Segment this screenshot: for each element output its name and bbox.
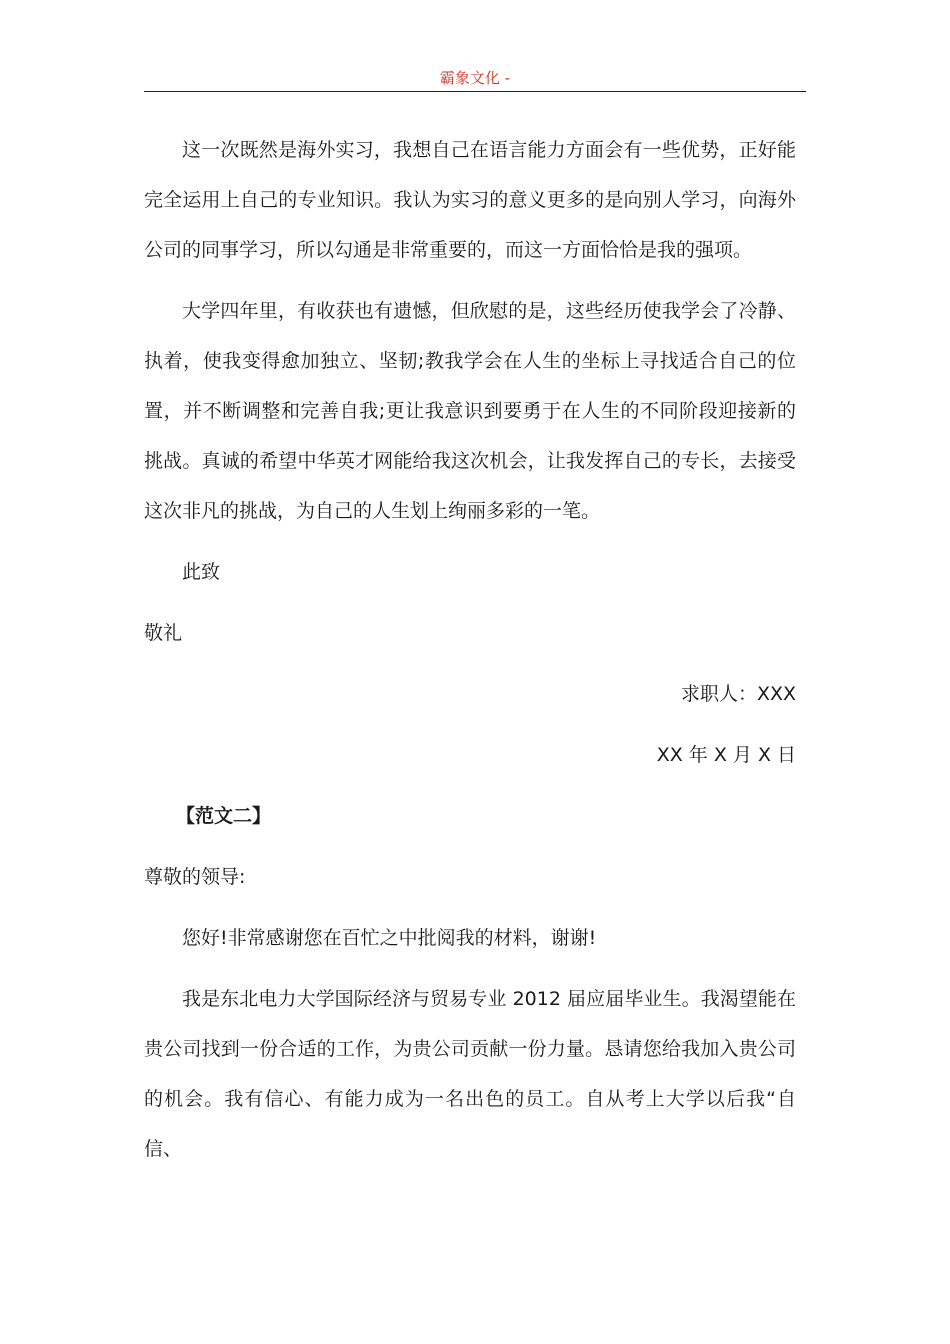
page-header	[144, 66, 806, 92]
document-body	[144, 125, 796, 1174]
paragraph-introduction: 我是东北电力大学国际经济与贸易专业 2012 届应届毕业生。我渴望能在贵公司找到一份合适的工作，为贵公司贡献一份力量。恳请您给我加入贵公司的机会。我有信心、有能力成为一名出色的员工。自从考上大学以后我“自信、	[144, 988, 796, 1160]
signature-date: XX 年 X 月 X 日	[656, 744, 796, 766]
greeting: 您好!非常感谢您在百忙之中批阅我的材料，谢谢!	[182, 927, 597, 949]
header-title: 霸象文化 -	[439, 69, 511, 87]
paragraph-internship: 这一次既然是海外实习，我想自己在语言能力方面会有一些优势，正好能完全运用上自己的专业知识。我认为实习的意义更多的是向别人学习，向海外公司的同事学习，所以勾通是非常重要的，而这一方面恰恰是我的强项。	[144, 139, 796, 261]
section-heading-sample-two: 【范文二】	[176, 805, 272, 827]
closing-jingli: 敬礼	[144, 622, 183, 644]
salutation: 尊敬的领导:	[144, 866, 246, 888]
signature-applicant: 求职人：XXX	[680, 683, 796, 705]
paragraph-university: 大学四年里，有收获也有遗憾，但欣慰的是，这些经历使我学会了冷静、执着，使我变得愈加独立、坚韧;教我学会在人生的坐标上寻找适合自己的位置，并不断调整和完善自我;更让我意识到要勇于在人生的不同阶段迎接新的挑战。真诚的希望中华英才网能给我这次机会，让我发挥自己的专长，去接受这次非凡的挑战，为自己的人生划上绚丽多彩的一笔。	[144, 300, 796, 522]
closing-cizhi: 此致	[182, 561, 221, 583]
